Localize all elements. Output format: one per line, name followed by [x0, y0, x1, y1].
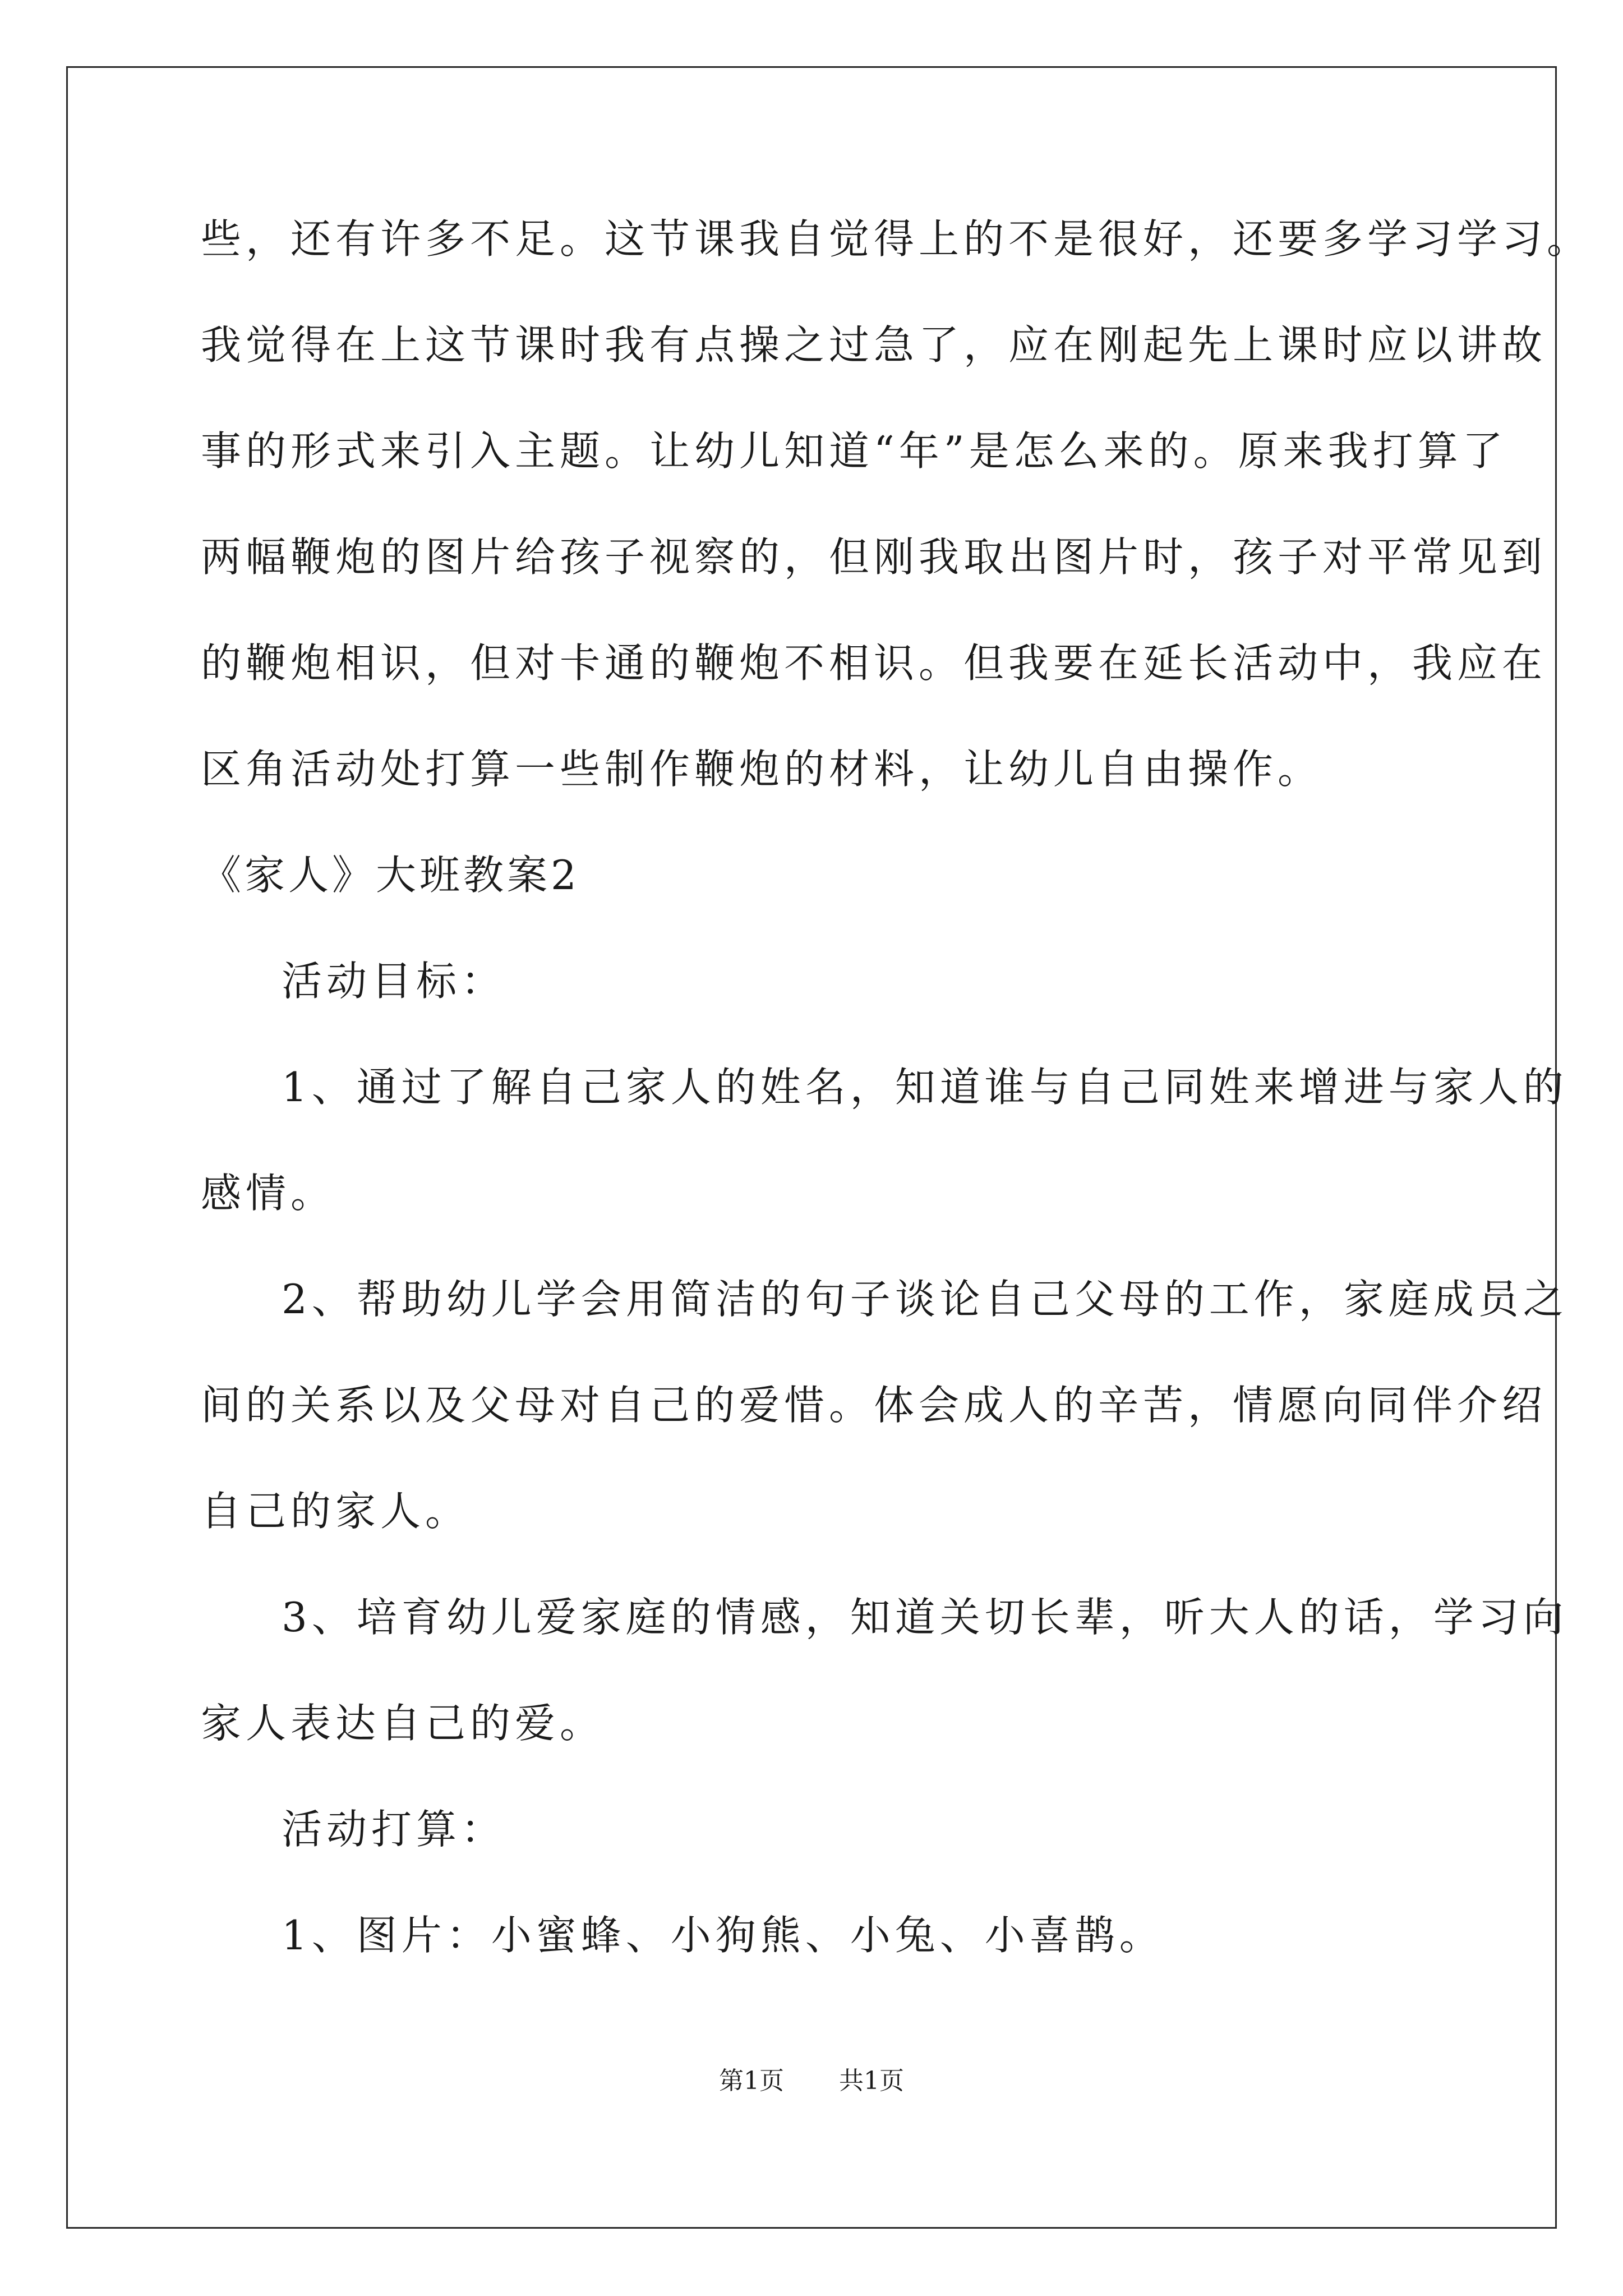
subheading-goals: 活动目标：	[282, 958, 506, 1005]
page-number-current: 第1页	[719, 2067, 784, 2095]
list-item-text: 1、通过了解自己家人的姓名，知道谁与自己同姓来增进与家人的	[282, 1064, 1568, 1111]
body-text-line: 的鞭炮相识，但对卡通的鞭炮不相识。但我要在延长活动中，我应在	[201, 639, 1547, 687]
list-item-text: 1、图片：小蜜蜂、小狗熊、小兔、小喜鹊。	[282, 1912, 1164, 1959]
list-item-continuation: 家人表达自己的爱。	[201, 1700, 605, 1747]
list-item-continuation: 自己的家人。	[201, 1488, 471, 1535]
body-text-line: 区角活动处打算一些制作鞭炮的材料，让幼儿自由操作。	[201, 746, 1323, 793]
list-item-text: 3、培育幼儿爱家庭的情感，知道关切长辈，听大人的话，学习向	[282, 1594, 1568, 1641]
body-text-line: 事的形式来引入主题。让幼儿知道“年”是怎么来的。原来我打算了	[201, 427, 1507, 475]
body-text-line: 我觉得在上这节课时我有点操之过急了，应在刚起先上课时应以讲故	[201, 321, 1547, 369]
list-item-text: 2、帮助幼儿学会用简洁的句子谈论自己父母的工作，家庭成员之	[282, 1276, 1568, 1323]
list-item-continuation: 感情。	[201, 1170, 336, 1217]
body-text-line: 些，还有许多不足。这节课我自觉得上的不是很好，还要多学习学习。	[201, 215, 1592, 263]
section-heading: 《家人》大班教案2	[201, 852, 580, 899]
page-number-total: 共1页	[839, 2067, 904, 2095]
page-footer	[0, 2064, 1623, 2098]
list-item-continuation: 间的关系以及父母对自己的爱惜。体会成人的辛苦，情愿向同伴介绍	[201, 1382, 1547, 1429]
document-body	[201, 213, 1592, 2016]
body-text-line: 两幅鞭炮的图片给孩子视察的，但刚我取出图片时，孩子对平常见到	[201, 533, 1547, 581]
subheading-preparation: 活动打算：	[282, 1806, 506, 1853]
